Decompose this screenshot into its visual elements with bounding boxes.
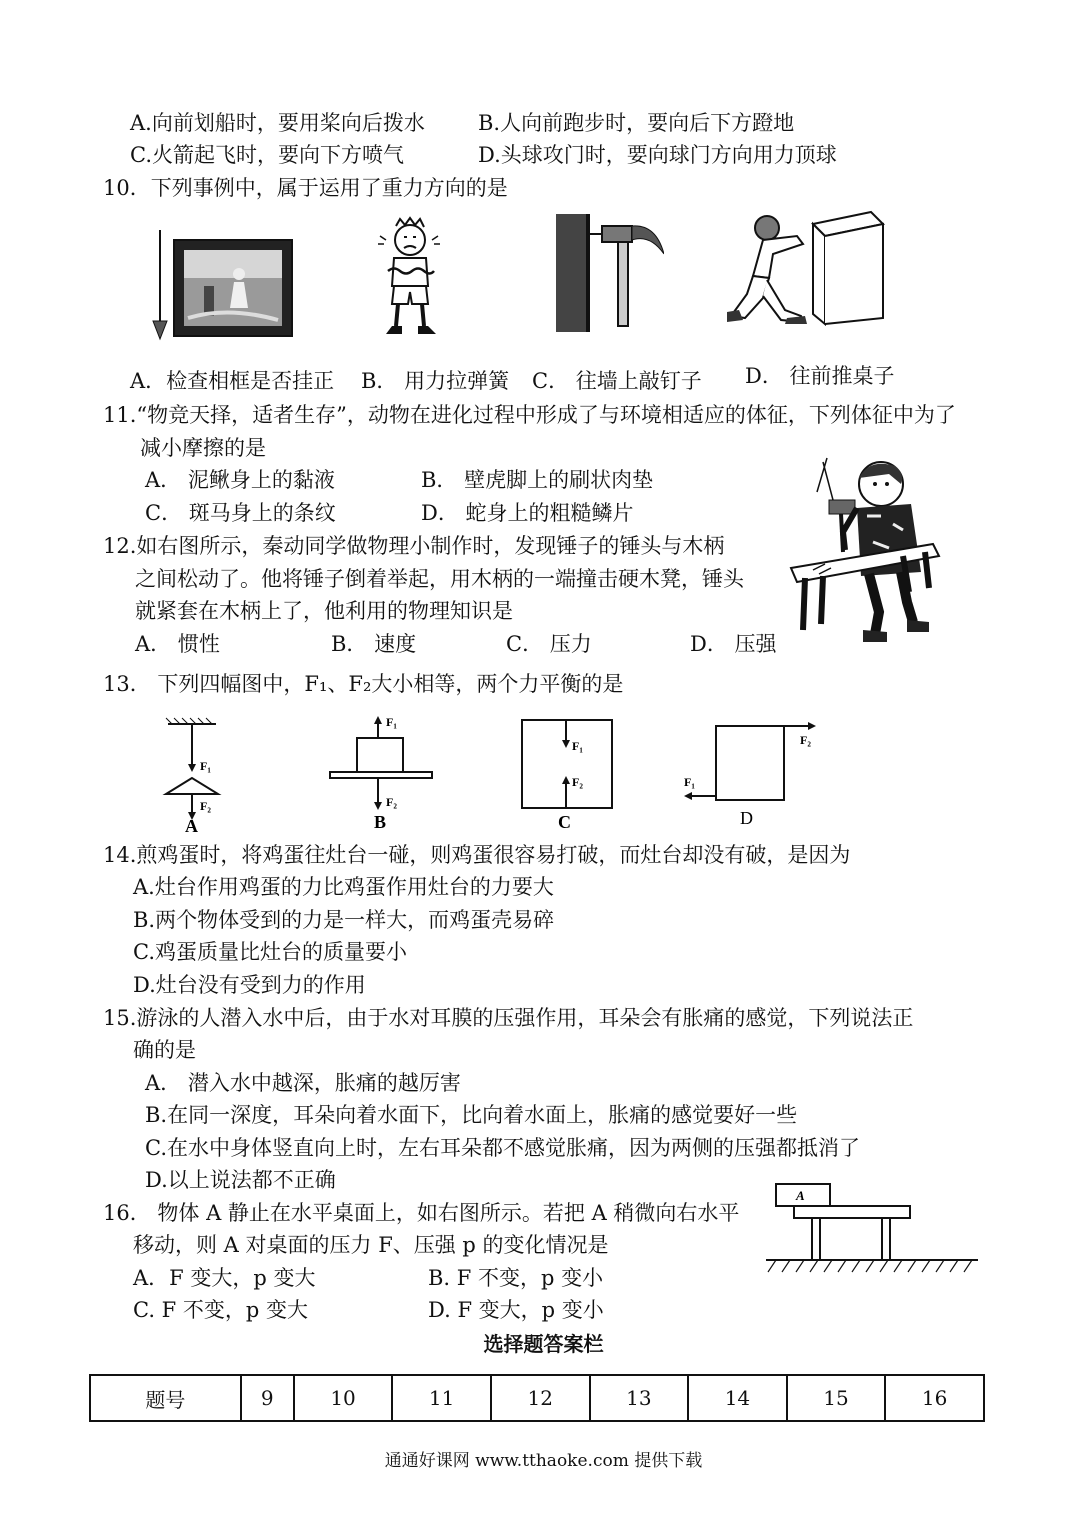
q16-stem-line2: 移动，则 A 对桌面的压力 F、压强 p 的变化情况是 (133, 1233, 609, 1257)
diagram-c-f2-label: F₂ (572, 775, 583, 789)
q12-stem-line3: 就紧套在木柄上了，他利用的物理知识是 (135, 599, 513, 623)
q15-option-a: A． 潜入水中越深，胀痛的越厉害 (145, 1071, 461, 1095)
q12-stem-line1: 12.如右图所示，秦动同学做物理小制作时，发现锤子的锤头与木柄 (103, 534, 725, 558)
diagram-d-f2-label: F₂ (800, 733, 811, 747)
q15-option-c: C.在水中身体竖直向上时，左右耳朵都不感觉胀痛，因为两侧的压强都抵消了 (145, 1136, 860, 1160)
q11-option-d: D． 蛇身上的粗糙鳞片 (421, 501, 634, 525)
q12-option-a: A． 惯性 (135, 632, 220, 656)
q16-option-a: A．F 变大，p 变大 (133, 1266, 316, 1290)
q9-option-a: A.向前划船时，要用桨向后拨水 (130, 111, 425, 135)
q10-option-d: D． 往前推桌子 (745, 364, 895, 388)
answer-table-number-cell: 11 (392, 1375, 491, 1421)
q11-stem-line2: 减小摩擦的是 (140, 436, 266, 460)
q12-option-d: D． 压强 (690, 632, 777, 656)
diagram-a-f2-label: F₂ (200, 799, 211, 813)
q16-option-d: D. F 变大，p 变小 (428, 1298, 604, 1322)
q10-option-b: B． 用力拉弹簧 (361, 369, 510, 393)
q14-option-b: B.两个物体受到的力是一样大，而鸡蛋壳易碎 (133, 908, 555, 932)
block-on-table-diagram (762, 1176, 984, 1280)
q14-stem: 14.煎鸡蛋时，将鸡蛋往灶台一碰，则鸡蛋很容易打破，而灶台却没有破，是因为 (103, 843, 851, 867)
q12-option-b: B． 速度 (331, 632, 417, 656)
diagram-d-label: D (740, 808, 753, 828)
q11-option-c: C． 斑马身上的条纹 (145, 501, 336, 525)
answer-table-number-cell: 16 (885, 1375, 984, 1421)
spring-pulling-illustration (372, 216, 448, 341)
diagram-c (522, 720, 612, 832)
diagram-b (330, 715, 432, 832)
answer-table-header-cell: 题号 (90, 1375, 241, 1421)
q15-option-b: B.在同一深度，耳朵向着水面下，比向着水面上，胀痛的感觉要好一些 (145, 1103, 798, 1127)
q15-option-d: D.以上说法都不正确 (145, 1168, 336, 1192)
q14-option-a: A.灶台作用鸡蛋的力比鸡蛋作用灶台的力要大 (133, 875, 554, 899)
q11-option-b: B． 壁虎脚上的刷状肉垫 (421, 468, 654, 492)
hammer-bench-boy-illustration (783, 452, 948, 647)
q16-option-c: C. F 不变，p 变大 (133, 1298, 309, 1322)
q11-option-a: A． 泥鳅身上的黏液 (145, 468, 335, 492)
answer-table (89, 1374, 985, 1422)
diagram-b-label: B (374, 812, 387, 832)
q9-option-c: C.火箭起飞时，要向下方喷气 (130, 143, 404, 167)
answer-table-title: 选择题答案栏 (483, 1332, 604, 1356)
q11-stem-line1: 11.“物竞天择，适者生存”，动物在进化过程中形成了与环境相适应的体征，下列体征中为了 (103, 403, 956, 427)
q15-stem-line2: 确的是 (133, 1038, 196, 1062)
diagram-d-f1-label: F₁ (684, 775, 695, 789)
diagram-a-f1-label: F₁ (200, 759, 211, 773)
q9-option-d: D.头球攻门时，要向球门方向用力顶球 (478, 143, 837, 167)
answer-table-number-cell: 13 (590, 1375, 689, 1421)
q16-option-b: B. F 不变，p 变小 (428, 1266, 604, 1290)
diagram-a-label: A (185, 816, 198, 834)
diagram-c-label: C (558, 812, 571, 832)
diagram-b-f2-label: F₂ (386, 795, 397, 809)
hammer-nail-illustration (554, 212, 664, 334)
answer-table-number-cell: 10 (294, 1375, 393, 1421)
q12-option-c: C． 压力 (506, 632, 592, 656)
q15-stem-line1: 15.游泳的人潜入水中后，由于水对耳膜的压强作用，耳朵会有胀痛的感觉，下列说法正 (103, 1006, 914, 1030)
pushing-table-illustration (723, 206, 888, 326)
answer-table-number-cell: 9 (241, 1375, 294, 1421)
q10-option-c: C． 往墙上敲钉子 (532, 369, 702, 393)
q14-option-c: C.鸡蛋质量比灶台的质量要小 (133, 940, 407, 964)
diagram-d (684, 726, 814, 828)
answer-table-number-cell: 12 (491, 1375, 590, 1421)
page-footer: 通通好课网 www.tthaoke.com 提供下载 (384, 1451, 703, 1471)
answer-table-number-cell: 14 (688, 1375, 787, 1421)
block-a-label: A (796, 1188, 805, 1203)
answer-table-number-cell: 15 (787, 1375, 886, 1421)
q12-stem-line2: 之间松动了。他将锤子倒着举起，用木柄的一端撞击硬木凳，锤头 (135, 567, 744, 591)
q10-stem: 10．下列事例中，属于运用了重力方向的是 (103, 176, 508, 200)
diagram-a (166, 718, 218, 834)
q10-option-a: A．检查相框是否挂正 (130, 369, 335, 393)
q9-option-b: B.人向前跑步时，要向后下方蹬地 (478, 111, 795, 135)
diagram-b-f1-label: F₁ (386, 715, 397, 729)
table-row (90, 1375, 984, 1421)
diagram-c-f1-label: F₁ (572, 739, 583, 753)
q16-stem-line1: 16． 物体 A 静止在水平桌面上，如右图所示。若把 A 稍微向右水平 (103, 1201, 740, 1225)
force-balance-diagrams (150, 712, 850, 834)
picture-frame-illustration (148, 226, 298, 344)
q13-stem: 13． 下列四幅图中，F₁、F₂大小相等，两个力平衡的是 (103, 672, 624, 696)
q14-option-d: D.灶台没有受到力的作用 (133, 973, 366, 997)
